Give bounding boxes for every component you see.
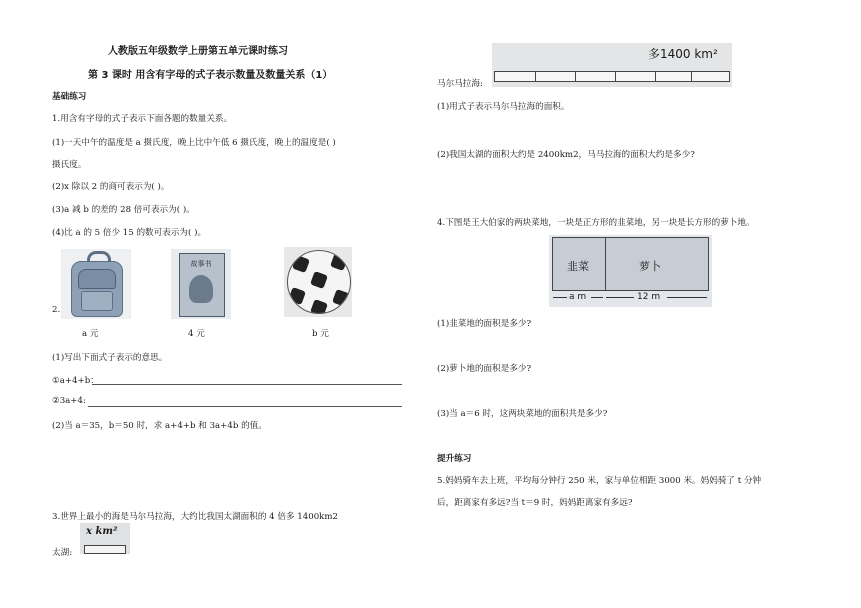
mar-label: 马尔马拉海: [437, 79, 483, 89]
q2-expr2: ②3a+4: [52, 396, 86, 406]
storybook-image [171, 249, 231, 319]
q2-part1: (1)写出下面式子表示的意思。 [52, 353, 168, 363]
q4-part3: (3)当 a＝6 时，这两块菜地的面积共是多少? [437, 409, 608, 419]
q1-part1: (1)一天中午的温度是 a 摄氏度，晚上比中午低 6 摄氏度，晚上的温度是( ) [52, 138, 336, 148]
taihu-label: 太湖: [52, 548, 73, 558]
q1-stem: 1.用含有字母的式子表示下面各题的数量关系。 [52, 114, 233, 124]
answer-line-2 [88, 406, 402, 407]
field-radish-label: 萝卜 [639, 260, 661, 273]
price-book: 4 元 [188, 329, 205, 339]
taihu-bar-diagram [80, 523, 130, 554]
q4-part1: (1)韭菜地的面积是多少? [437, 319, 532, 329]
dim-right-label: 12 m [637, 292, 661, 302]
soccer-ball-image [284, 247, 352, 317]
q3-stem: 3.世界上最小的海是马尔马拉海，大约比我国太湖面积的 4 倍多 1400km2 [52, 512, 338, 522]
q3-part2: (2)我国太湖的面积大约是 2400km2，马马拉海的面积大约是多少? [437, 150, 695, 160]
section-advanced: 提升练习 [437, 454, 472, 464]
q1-part4: (4)比 a 的 5 倍少 15 的数可表示为( )。 [52, 228, 207, 238]
dim-left-label: a m [569, 292, 587, 302]
price-backpack: a 元 [82, 329, 99, 339]
q1-part2: (2)x 除以 2 的商可表示为( )。 [52, 182, 170, 192]
q4-part2: (2)萝卜地的面积是多少? [437, 364, 532, 374]
lesson-subtitle: 第 3 课时 用含有字母的式子表示数量及数量关系（1） [88, 70, 333, 81]
page-title: 人教版五年级数学上册第五单元课时练习 [108, 46, 288, 57]
mar-bar-label: 多1400 km² [648, 47, 718, 61]
vegetable-field-diagram [549, 235, 712, 307]
q2-number: 2. [52, 305, 61, 315]
q2-part2: (2)当 a＝35，b＝50 时，求 a+4+b 和 3a+4b 的值。 [52, 421, 267, 431]
q5-line1: 5.妈妈骑车去上班，平均每分钟行 250 米，家与单位相距 3000 米。妈妈骑了 t 分钟 [437, 476, 762, 486]
mar-bar-diagram [492, 43, 732, 87]
field-leek-label: 韭菜 [567, 260, 589, 273]
q2-expr1: ①a+4+b： [52, 376, 99, 386]
storybook-cover-title: 故事书 [190, 260, 212, 268]
q1-part3: (3)a 减 b 的差的 28 倍可表示为( )。 [52, 205, 195, 215]
q5-line2: 后，距离家有多远?当 t＝9 时，妈妈距离家有多远? [437, 498, 633, 508]
q4-stem: 4.下图是王大伯家的两块菜地，一块是正方形的韭菜地，另一块是长方形的萝卜地。 [437, 218, 755, 228]
backpack-image [61, 249, 131, 319]
q3-part1: (1)用式子表示马尔马拉海的面积。 [437, 102, 570, 112]
q1-part1-cont: 摄氏度。 [52, 160, 87, 170]
section-basic: 基础练习 [52, 92, 87, 102]
answer-line-1 [92, 384, 402, 385]
taihu-bar-label: x km² [86, 526, 118, 537]
price-ball: b 元 [312, 329, 329, 339]
